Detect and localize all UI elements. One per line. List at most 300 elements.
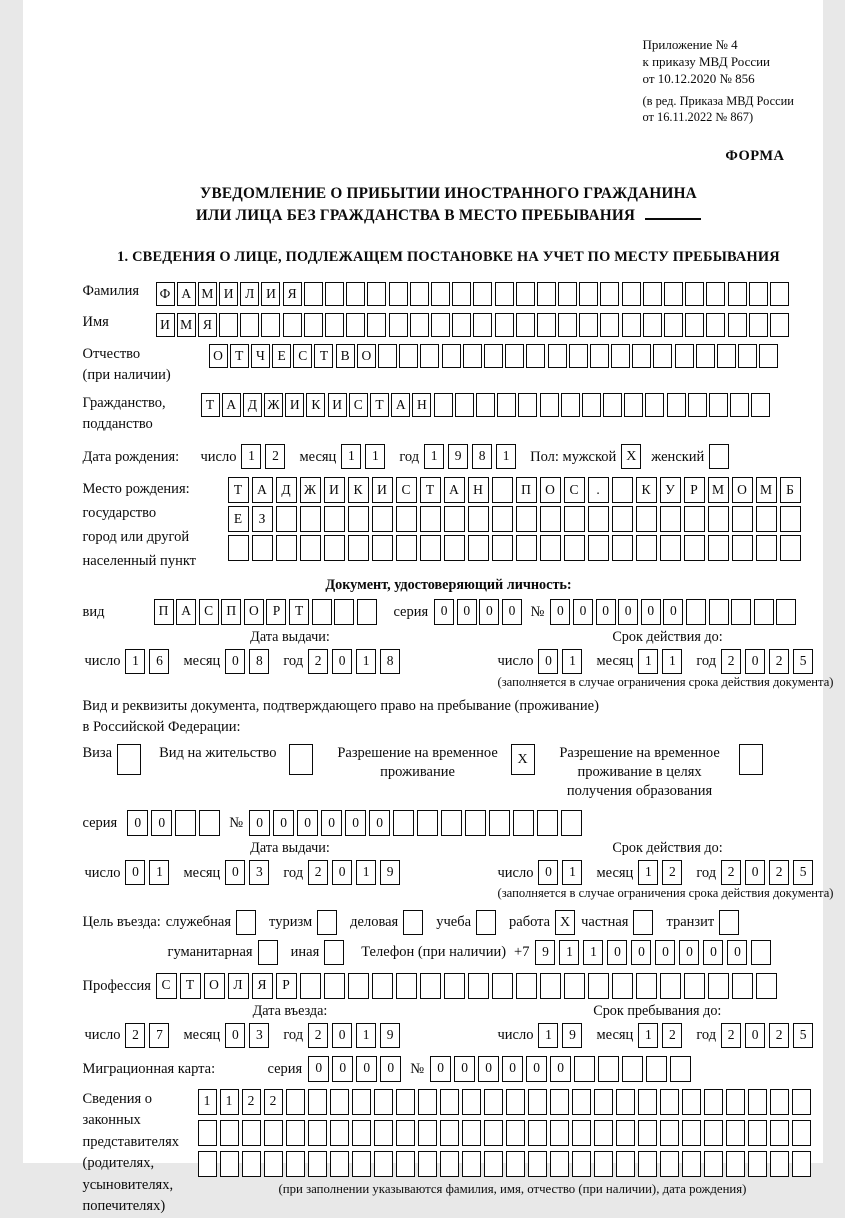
form-cell[interactable]: [684, 506, 705, 532]
form-cell[interactable]: [588, 535, 609, 561]
form-cell[interactable]: 0: [663, 599, 683, 625]
form-cell[interactable]: 0: [526, 1056, 547, 1082]
form-cell[interactable]: [550, 1151, 569, 1177]
form-cell[interactable]: А: [222, 393, 241, 417]
form-cell[interactable]: 0: [434, 599, 454, 625]
form-cell[interactable]: [420, 344, 439, 368]
form-cell[interactable]: [751, 940, 771, 965]
form-cell[interactable]: [455, 393, 474, 417]
form-cell[interactable]: [792, 1151, 811, 1177]
form-cell[interactable]: [770, 1089, 789, 1115]
form-cell[interactable]: [410, 282, 429, 306]
form-cell[interactable]: [756, 506, 777, 532]
form-cell[interactable]: [643, 313, 662, 337]
form-cell[interactable]: Я: [252, 973, 273, 999]
form-cell[interactable]: Т: [420, 477, 441, 503]
form-cell[interactable]: [730, 393, 749, 417]
form-cell[interactable]: 9: [448, 444, 468, 469]
form-cell[interactable]: [612, 973, 633, 999]
form-cell[interactable]: [276, 535, 297, 561]
form-cell[interactable]: [780, 535, 801, 561]
form-cell[interactable]: [754, 599, 774, 625]
form-cell[interactable]: 8: [249, 649, 269, 674]
form-cell[interactable]: [410, 313, 429, 337]
form-cell[interactable]: О: [357, 344, 376, 368]
form-cell[interactable]: 0: [225, 1023, 245, 1048]
form-cell[interactable]: [636, 535, 657, 561]
form-cell[interactable]: [374, 1151, 393, 1177]
form-cell[interactable]: [645, 393, 664, 417]
form-cell[interactable]: П: [221, 599, 241, 625]
form-cell[interactable]: 0: [550, 1056, 571, 1082]
form-cell[interactable]: [558, 313, 577, 337]
form-cell[interactable]: [324, 535, 345, 561]
form-cell[interactable]: 2: [308, 1023, 328, 1048]
form-cell[interactable]: [330, 1089, 349, 1115]
form-cell[interactable]: [492, 506, 513, 532]
form-cell[interactable]: [396, 1089, 415, 1115]
form-cell[interactable]: [685, 313, 704, 337]
form-cell[interactable]: [484, 344, 503, 368]
form-cell[interactable]: Т: [230, 344, 249, 368]
form-cell[interactable]: [399, 344, 418, 368]
form-cell[interactable]: [704, 1120, 723, 1146]
form-cell[interactable]: 1: [638, 649, 658, 674]
form-cell[interactable]: [728, 313, 747, 337]
form-cell[interactable]: И: [324, 477, 345, 503]
form-cell[interactable]: [638, 1089, 657, 1115]
form-cell[interactable]: [537, 313, 556, 337]
form-cell[interactable]: [300, 535, 321, 561]
purpose-study-checkbox[interactable]: [476, 910, 496, 935]
form-cell[interactable]: 1: [662, 649, 682, 674]
form-cell[interactable]: [468, 506, 489, 532]
form-cell[interactable]: О: [209, 344, 228, 368]
form-cell[interactable]: [516, 282, 535, 306]
form-cell[interactable]: [588, 973, 609, 999]
form-cell[interactable]: [518, 393, 537, 417]
form-cell[interactable]: 1: [562, 860, 582, 885]
form-cell[interactable]: [756, 973, 777, 999]
form-cell[interactable]: 2: [721, 1023, 741, 1048]
form-cell[interactable]: [442, 344, 461, 368]
form-cell[interactable]: [346, 282, 365, 306]
form-cell[interactable]: 0: [332, 1056, 353, 1082]
form-cell[interactable]: О: [540, 477, 561, 503]
form-cell[interactable]: 1: [562, 649, 582, 674]
form-cell[interactable]: 2: [264, 1089, 283, 1115]
form-cell[interactable]: 2: [769, 1023, 789, 1048]
form-cell[interactable]: 1: [198, 1089, 217, 1115]
form-cell[interactable]: 0: [249, 810, 270, 836]
form-cell[interactable]: [732, 973, 753, 999]
form-cell[interactable]: [780, 506, 801, 532]
form-cell[interactable]: Р: [266, 599, 286, 625]
form-cell[interactable]: [622, 1056, 643, 1082]
form-cell[interactable]: 0: [356, 1056, 377, 1082]
form-cell[interactable]: М: [756, 477, 777, 503]
form-cell[interactable]: [770, 1151, 789, 1177]
form-cell[interactable]: [463, 344, 482, 368]
form-cell[interactable]: 0: [479, 599, 499, 625]
form-cell[interactable]: 2: [769, 860, 789, 885]
form-cell[interactable]: [558, 282, 577, 306]
form-cell[interactable]: [283, 313, 302, 337]
form-cell[interactable]: 5: [793, 860, 813, 885]
form-cell[interactable]: [550, 1120, 569, 1146]
form-cell[interactable]: 0: [332, 860, 352, 885]
form-cell[interactable]: [579, 282, 598, 306]
form-cell[interactable]: [308, 1151, 327, 1177]
form-cell[interactable]: [220, 1120, 239, 1146]
form-cell[interactable]: [261, 313, 280, 337]
form-cell[interactable]: 1: [559, 940, 579, 965]
form-cell[interactable]: [738, 344, 757, 368]
form-cell[interactable]: 1: [365, 444, 385, 469]
form-cell[interactable]: 0: [655, 940, 675, 965]
form-cell[interactable]: Я: [198, 313, 217, 337]
form-cell[interactable]: [462, 1151, 481, 1177]
form-cell[interactable]: 5: [793, 1023, 813, 1048]
form-cell[interactable]: 7: [149, 1023, 169, 1048]
form-cell[interactable]: [389, 313, 408, 337]
form-cell[interactable]: 0: [745, 649, 765, 674]
form-cell[interactable]: [622, 282, 641, 306]
purpose-private-checkbox[interactable]: [633, 910, 653, 935]
form-cell[interactable]: [367, 313, 386, 337]
form-cell[interactable]: [348, 535, 369, 561]
form-cell[interactable]: [264, 1120, 283, 1146]
form-cell[interactable]: 1: [356, 1023, 376, 1048]
form-cell[interactable]: [594, 1120, 613, 1146]
form-cell[interactable]: [431, 282, 450, 306]
form-cell[interactable]: 0: [430, 1056, 451, 1082]
form-cell[interactable]: [462, 1089, 481, 1115]
form-cell[interactable]: [516, 313, 535, 337]
form-cell[interactable]: З: [252, 506, 273, 532]
form-cell[interactable]: [300, 973, 321, 999]
form-cell[interactable]: 2: [308, 860, 328, 885]
form-cell[interactable]: [660, 506, 681, 532]
form-cell[interactable]: [708, 973, 729, 999]
form-cell[interactable]: [468, 535, 489, 561]
form-cell[interactable]: [420, 973, 441, 999]
form-cell[interactable]: [759, 344, 778, 368]
form-cell[interactable]: [748, 1089, 767, 1115]
form-cell[interactable]: 8: [380, 649, 400, 674]
purpose-other-checkbox[interactable]: [324, 940, 344, 965]
form-cell[interactable]: [264, 1151, 283, 1177]
form-cell[interactable]: [726, 1120, 745, 1146]
form-cell[interactable]: [770, 313, 789, 337]
form-cell[interactable]: Е: [228, 506, 249, 532]
form-cell[interactable]: [420, 506, 441, 532]
form-cell[interactable]: [372, 973, 393, 999]
form-cell[interactable]: С: [293, 344, 312, 368]
form-cell[interactable]: Д: [243, 393, 262, 417]
form-cell[interactable]: 0: [297, 810, 318, 836]
form-cell[interactable]: [590, 344, 609, 368]
form-cell[interactable]: [612, 506, 633, 532]
form-cell[interactable]: [537, 282, 556, 306]
form-cell[interactable]: Ф: [156, 282, 175, 306]
form-cell[interactable]: [495, 313, 514, 337]
form-cell[interactable]: [792, 1089, 811, 1115]
form-cell[interactable]: 1: [220, 1089, 239, 1115]
form-cell[interactable]: 0: [596, 599, 616, 625]
form-cell[interactable]: [594, 1151, 613, 1177]
form-cell[interactable]: [574, 1056, 595, 1082]
form-cell[interactable]: [506, 1120, 525, 1146]
form-cell[interactable]: И: [261, 282, 280, 306]
form-cell[interactable]: [540, 973, 561, 999]
form-cell[interactable]: [709, 393, 728, 417]
form-cell[interactable]: 0: [332, 1023, 352, 1048]
form-cell[interactable]: У: [660, 477, 681, 503]
form-cell[interactable]: 0: [478, 1056, 499, 1082]
form-cell[interactable]: [582, 393, 601, 417]
form-cell[interactable]: [548, 344, 567, 368]
form-cell[interactable]: [706, 313, 725, 337]
form-cell[interactable]: [286, 1120, 305, 1146]
form-cell[interactable]: [598, 1056, 619, 1082]
form-cell[interactable]: 0: [454, 1056, 475, 1082]
form-cell[interactable]: 0: [457, 599, 477, 625]
form-cell[interactable]: 5: [793, 649, 813, 674]
form-cell[interactable]: С: [564, 477, 585, 503]
form-cell[interactable]: [611, 344, 630, 368]
form-cell[interactable]: [704, 1151, 723, 1177]
form-cell[interactable]: 9: [380, 860, 400, 885]
form-cell[interactable]: [444, 973, 465, 999]
form-cell[interactable]: [638, 1151, 657, 1177]
form-cell[interactable]: 0: [538, 860, 558, 885]
form-cell[interactable]: 1: [149, 860, 169, 885]
form-cell[interactable]: 2: [125, 1023, 145, 1048]
form-cell[interactable]: 9: [562, 1023, 582, 1048]
form-cell[interactable]: [505, 344, 524, 368]
form-cell[interactable]: [638, 1120, 657, 1146]
form-cell[interactable]: [473, 313, 492, 337]
form-cell[interactable]: 1: [341, 444, 361, 469]
form-cell[interactable]: [372, 506, 393, 532]
form-cell[interactable]: [643, 282, 662, 306]
form-cell[interactable]: [540, 535, 561, 561]
form-cell[interactable]: 0: [745, 860, 765, 885]
form-cell[interactable]: 0: [538, 649, 558, 674]
form-cell[interactable]: [561, 393, 580, 417]
form-cell[interactable]: Я: [283, 282, 302, 306]
form-cell[interactable]: [440, 1089, 459, 1115]
form-cell[interactable]: [792, 1120, 811, 1146]
form-cell[interactable]: 6: [149, 649, 169, 674]
form-cell[interactable]: [636, 973, 657, 999]
residence-option-permit-checkbox[interactable]: [289, 744, 313, 775]
form-cell[interactable]: [776, 599, 796, 625]
form-cell[interactable]: [330, 1120, 349, 1146]
form-cell[interactable]: [492, 973, 513, 999]
form-cell[interactable]: М: [177, 313, 196, 337]
form-cell[interactable]: [473, 282, 492, 306]
form-cell[interactable]: [682, 1120, 701, 1146]
form-cell[interactable]: [603, 393, 622, 417]
form-cell[interactable]: Р: [276, 973, 297, 999]
form-cell[interactable]: 0: [332, 649, 352, 674]
form-cell[interactable]: [228, 535, 249, 561]
form-cell[interactable]: М: [198, 282, 217, 306]
form-cell[interactable]: [516, 973, 537, 999]
form-cell[interactable]: [696, 344, 715, 368]
form-cell[interactable]: [346, 313, 365, 337]
form-cell[interactable]: [726, 1089, 745, 1115]
form-cell[interactable]: [440, 1151, 459, 1177]
form-cell[interactable]: С: [199, 599, 219, 625]
form-cell[interactable]: 0: [369, 810, 390, 836]
form-cell[interactable]: [348, 973, 369, 999]
form-cell[interactable]: [242, 1151, 261, 1177]
form-cell[interactable]: [348, 506, 369, 532]
form-cell[interactable]: А: [444, 477, 465, 503]
form-cell[interactable]: С: [396, 477, 417, 503]
form-cell[interactable]: [352, 1120, 371, 1146]
form-cell[interactable]: [308, 1120, 327, 1146]
form-cell[interactable]: [312, 599, 332, 625]
form-cell[interactable]: [431, 313, 450, 337]
form-cell[interactable]: [708, 506, 729, 532]
form-cell[interactable]: Д: [276, 477, 297, 503]
form-cell[interactable]: [660, 1120, 679, 1146]
form-cell[interactable]: [417, 810, 438, 836]
form-cell[interactable]: [685, 282, 704, 306]
form-cell[interactable]: [600, 313, 619, 337]
form-cell[interactable]: 2: [308, 649, 328, 674]
form-cell[interactable]: 1: [583, 940, 603, 965]
form-cell[interactable]: И: [156, 313, 175, 337]
form-cell[interactable]: 0: [273, 810, 294, 836]
form-cell[interactable]: Л: [240, 282, 259, 306]
form-cell[interactable]: 1: [125, 649, 145, 674]
form-cell[interactable]: [286, 1151, 305, 1177]
form-cell[interactable]: [528, 1089, 547, 1115]
form-cell[interactable]: [220, 1151, 239, 1177]
form-cell[interactable]: [198, 1151, 217, 1177]
form-cell[interactable]: [624, 393, 643, 417]
form-cell[interactable]: [393, 810, 414, 836]
form-cell[interactable]: [653, 344, 672, 368]
form-cell[interactable]: [199, 810, 220, 836]
form-cell[interactable]: [506, 1089, 525, 1115]
form-cell[interactable]: С: [349, 393, 368, 417]
form-cell[interactable]: 0: [345, 810, 366, 836]
purpose-official-checkbox[interactable]: [236, 910, 256, 935]
form-cell[interactable]: [667, 393, 686, 417]
form-cell[interactable]: [688, 393, 707, 417]
form-cell[interactable]: [684, 535, 705, 561]
form-cell[interactable]: [276, 506, 297, 532]
form-cell[interactable]: [594, 1089, 613, 1115]
form-cell[interactable]: [686, 599, 706, 625]
form-cell[interactable]: [682, 1089, 701, 1115]
purpose-tourism-checkbox[interactable]: [317, 910, 337, 935]
form-cell[interactable]: 0: [127, 810, 148, 836]
form-cell[interactable]: О: [204, 973, 225, 999]
form-cell[interactable]: [441, 810, 462, 836]
form-cell[interactable]: [418, 1120, 437, 1146]
form-cell[interactable]: 0: [502, 1056, 523, 1082]
form-cell[interactable]: [706, 282, 725, 306]
form-cell[interactable]: С: [156, 973, 177, 999]
purpose-business-checkbox[interactable]: [403, 910, 423, 935]
form-cell[interactable]: [600, 282, 619, 306]
form-cell[interactable]: [396, 1120, 415, 1146]
form-cell[interactable]: [242, 1120, 261, 1146]
form-cell[interactable]: О: [244, 599, 264, 625]
form-cell[interactable]: И: [219, 282, 238, 306]
form-cell[interactable]: [325, 282, 344, 306]
form-cell[interactable]: Б: [780, 477, 801, 503]
form-cell[interactable]: [664, 282, 683, 306]
form-cell[interactable]: 0: [550, 599, 570, 625]
form-cell[interactable]: 0: [607, 940, 627, 965]
form-cell[interactable]: [352, 1089, 371, 1115]
form-cell[interactable]: [749, 313, 768, 337]
form-cell[interactable]: 3: [249, 860, 269, 885]
form-cell[interactable]: [372, 535, 393, 561]
form-cell[interactable]: [537, 810, 558, 836]
form-cell[interactable]: [444, 506, 465, 532]
form-cell[interactable]: М: [708, 477, 729, 503]
form-cell[interactable]: П: [516, 477, 537, 503]
form-cell[interactable]: [684, 973, 705, 999]
form-cell[interactable]: 0: [308, 1056, 329, 1082]
form-cell[interactable]: 2: [769, 649, 789, 674]
form-cell[interactable]: [489, 810, 510, 836]
form-cell[interactable]: [664, 313, 683, 337]
purpose-transit-checkbox[interactable]: [719, 910, 739, 935]
form-cell[interactable]: [675, 344, 694, 368]
form-cell[interactable]: [396, 506, 417, 532]
form-cell[interactable]: [612, 535, 633, 561]
form-cell[interactable]: И: [285, 393, 304, 417]
form-cell[interactable]: Т: [370, 393, 389, 417]
form-cell[interactable]: 2: [721, 860, 741, 885]
form-cell[interactable]: 1: [638, 1023, 658, 1048]
form-cell[interactable]: [616, 1089, 635, 1115]
form-cell[interactable]: [528, 1120, 547, 1146]
form-cell[interactable]: [219, 313, 238, 337]
form-cell[interactable]: [418, 1151, 437, 1177]
form-cell[interactable]: [728, 282, 747, 306]
form-cell[interactable]: [660, 1151, 679, 1177]
form-cell[interactable]: А: [391, 393, 410, 417]
form-cell[interactable]: [452, 282, 471, 306]
form-cell[interactable]: [749, 282, 768, 306]
form-cell[interactable]: 1: [638, 860, 658, 885]
form-cell[interactable]: 2: [265, 444, 285, 469]
form-cell[interactable]: 0: [225, 860, 245, 885]
form-cell[interactable]: К: [306, 393, 325, 417]
form-cell[interactable]: [569, 344, 588, 368]
form-cell[interactable]: Т: [180, 973, 201, 999]
form-cell[interactable]: Т: [289, 599, 309, 625]
form-cell[interactable]: 3: [249, 1023, 269, 1048]
form-cell[interactable]: 9: [380, 1023, 400, 1048]
form-cell[interactable]: [513, 810, 534, 836]
form-cell[interactable]: [198, 1120, 217, 1146]
form-cell[interactable]: [286, 1089, 305, 1115]
form-cell[interactable]: [324, 973, 345, 999]
form-cell[interactable]: [528, 1151, 547, 1177]
